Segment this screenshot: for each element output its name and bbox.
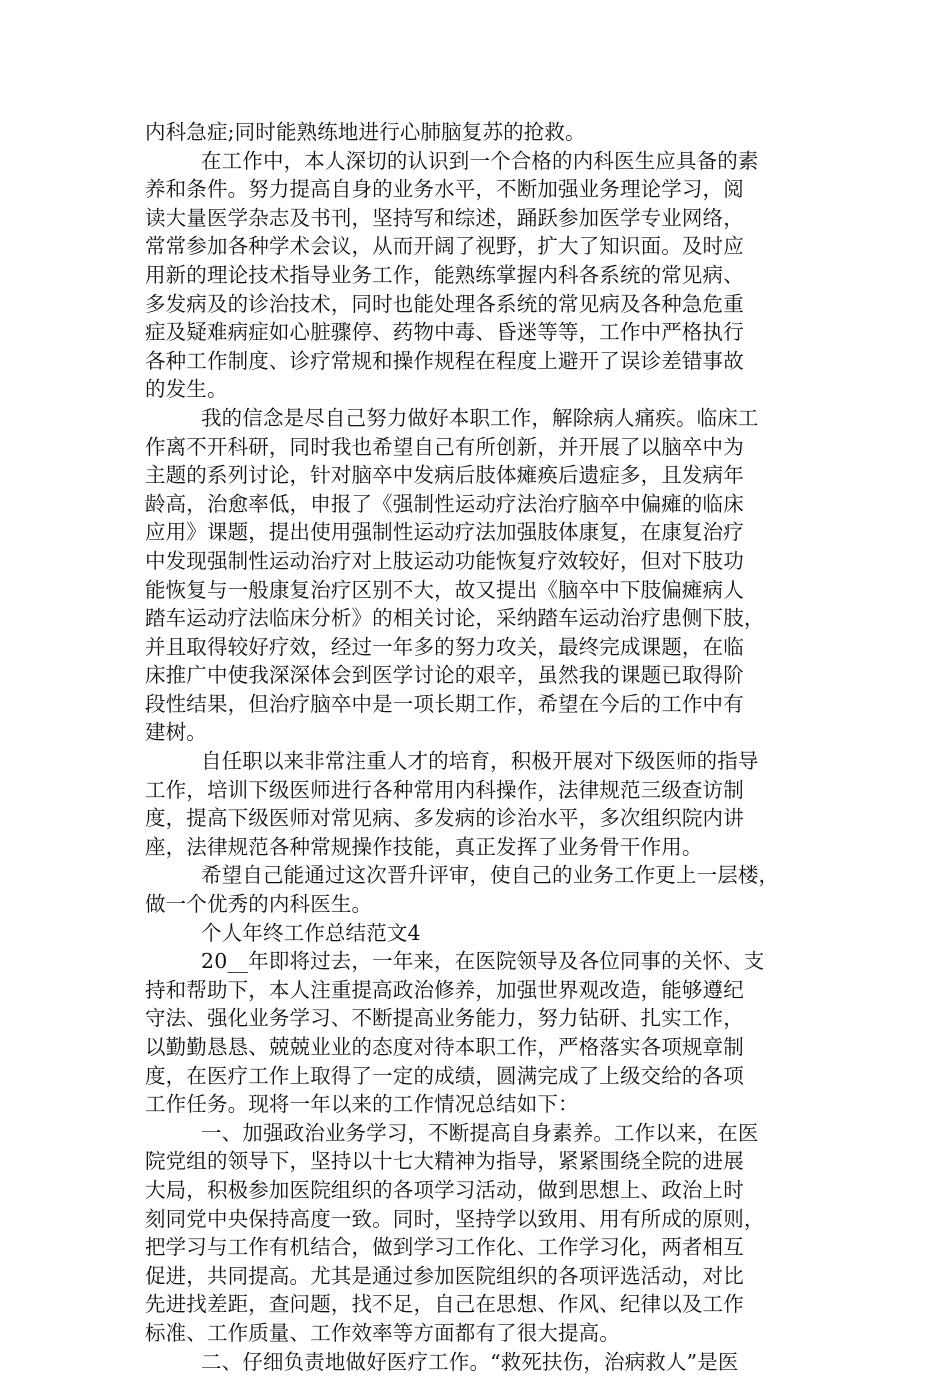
text-line: 作离不开科研，同时我也希望自己有所创新，并开展了以脑卒中为 [145,434,744,459]
text-line: 内科急症;同时能熟练地进行心肺脑复苏的抢救。 [145,120,586,144]
text-line: 中发现强制性运动治疗对上肢运动功能恢复疗效较好，但对下肢功 [145,548,744,573]
paragraph-first-line: 我的信念是尽自己努力做好本职工作，解除病人痛疾。临床工 [201,405,759,430]
text-line: 读大量医学杂志及书刊，坚持写和综述，踊跃参加医学专业网络， [145,205,744,230]
text-line: 院党组的领导下，坚持以十七大精神为指导，紧紧围绕全院的进展 [145,1149,744,1174]
paragraph-first-line: 一、加强政治业务学习，不断提高自身素养。工作以来，在医 [201,1120,759,1145]
paragraph-first-line: 希望自己能通过这次晋升评审，使自己的业务工作更上一层楼， [201,863,780,888]
text-line: 用新的理论技术指导业务工作，能熟练掌握内科各系统的常见病、 [145,262,744,287]
text-line: 段性结果，但治疗脑卒中是一项长期工作，希望在今后的工作中有 [145,691,744,716]
text-line: 度，提高下级医师对常见病、多发病的诊治水平，多次组织院内讲 [145,806,744,831]
document-page [145,118,811,1376]
text-line: 守法、强化业务学习、不断提高业务能力，努力钻研、扎实工作， [145,1006,744,1031]
text-line: 并且取得较好疗效，经过一年多的努力攻关，最终完成课题，在临 [145,634,744,659]
text-line: 主题的系列讨论，针对脑卒中发病后肢体瘫痪后遗症多，且发病年 [145,463,744,488]
text-line: 常常参加各种学术会议，从而开阔了视野，扩大了知识面。及时应 [145,234,744,259]
text-line: 工作，培训下级医师进行各种常用内科操作，法律规范三级查访制 [145,777,744,802]
paragraph-first-line: 个人年终工作总结范文4 [201,920,421,945]
text-line: 刻同党中央保持高度一致。同时，坚持学以致用、用有所成的原则， [145,1206,765,1231]
text-line: 各种工作制度、诊疗常规和操作规程在程度上避开了误诊差错事故 [145,348,744,373]
text-line: 以勤勤恳恳、兢兢业业的态度对待本职工作，严格落实各项规章制 [145,1035,744,1059]
text-line: 养和条件。努力提高自身的业务水平，不断加强业务理论学习，阅 [145,177,744,202]
paragraph-first-line: 20__年即将过去，一年来，在医院领导及各位同事的关怀、支 [201,949,765,974]
text-line: 大局，积极参加医院组织的各项学习活动，做到思想上、政治上时 [145,1177,744,1202]
text-line: 把学习与工作有机结合，做到学习工作化、工作学习化，两者相互 [145,1235,744,1260]
text-line: 做一个优秀的内科医生。 [145,892,373,917]
text-line: 促进，共同提高。尤其是通过参加医院组织的各项评选活动，对比 [145,1263,744,1288]
text-line: 能恢复与一般康复治疗区别不大，故又提出《脑卒中下肢偏瘫病人 [145,577,744,602]
text-line: 度，在医疗工作上取得了一定的成绩，圆满完成了上级交给的各项 [145,1063,744,1088]
text-line: 床推广中使我深深体会到医学讨论的艰辛，虽然我的课题已取得阶 [145,663,744,688]
paragraph-first-line: 自任职以来非常注重人才的培育，积极开展对下级医师的指导 [201,749,759,774]
text-line: 应用》课题，提出使用强制性运动疗法加强肢体康复，在康复治疗 [145,520,744,545]
text-line: 的发生。 [145,377,228,402]
text-line: 症及疑难病症如心脏骤停、药物中毒、昏迷等等，工作中严格执行 [145,320,744,345]
text-line: 持和帮助下，本人注重提高政治修养，加强世界观改造，能够遵纪 [145,977,744,1002]
paragraph-first-line: 二、仔细负责地做好医疗工作。“救死扶伤，治病救人”是医 [201,1349,739,1374]
text-line: 建树。 [145,720,207,745]
text-line: 龄高，治愈率低，申报了《强制性运动疗法治疗脑卒中偏瘫的临床 [145,491,744,516]
paragraph-first-line: 在工作中，本人深切的认识到一个合格的内科医生应具备的素 [201,148,759,173]
text-line: 踏车运动疗法临床分析》的相关讨论，采纳踏车运动治疗患侧下肢， [145,606,765,631]
text-line: 标准、工作质量、工作效率等方面都有了很大提高。 [145,1320,620,1345]
text-line: 先进找差距，查问题，找不足，自己在思想、作风、纪律以及工作 [145,1292,744,1317]
text-line: 座，法律规范各种常规操作技能，真正发挥了业务骨干作用。 [145,834,703,859]
text-line: 多发病及的诊治技术，同时也能处理各系统的常见病及各种急危重 [145,291,744,316]
text-line: 工作任务。现将一年以来的工作情况总结如下： [145,1092,579,1117]
